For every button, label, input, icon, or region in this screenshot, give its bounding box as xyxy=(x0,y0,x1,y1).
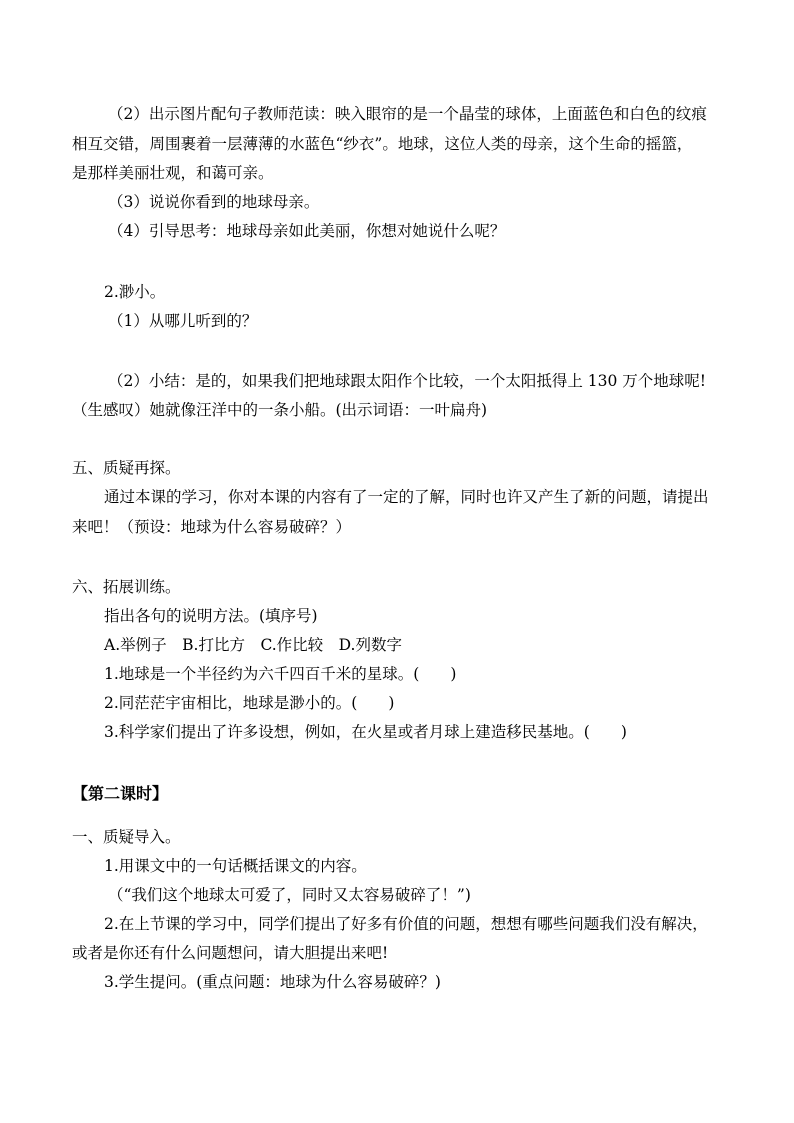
paragraph-line: （2）小结：是的，如果我们把地球跟太阳作个比较，一个太阳抵得上 130 万个地球呢! xyxy=(108,372,707,390)
exercise-item: 3.科学家们提出了许多设想，例如，在火星或者月球上建造移民基地。( ) xyxy=(104,723,627,741)
paragraph-line: （4）引导思考：地球母亲如此美丽，你想对她说什么呢？ xyxy=(108,222,506,240)
exercise-item: 1.地球是一个半径约为六千四百千米的星球。( ) xyxy=(104,665,457,683)
section-heading: 五、质疑再探。 xyxy=(72,459,181,477)
paragraph-line: （2）出示图片配句子教师范读：映入眼帘的是一个晶莹的球体，上面蓝色和白色的纹痕 xyxy=(108,105,707,123)
section-heading: 六、拓展训练。 xyxy=(72,578,181,596)
paragraph-line: 来吧！（预设：地球为什么容易破碎？） xyxy=(72,518,352,536)
subsection-heading: 2.渺小。 xyxy=(104,283,166,301)
options-line: A.举例子 B.打比方 C.作比较 D.列数字 xyxy=(104,636,402,654)
paragraph-line: 1.用课文中的一句话概括课文的内容。 xyxy=(104,857,367,875)
paragraph-line: 相互交错，周围裹着一层薄薄的水蓝色“纱衣”。地球，这位人类的母亲，这个生命的摇篮， xyxy=(72,135,693,153)
paragraph-line: 2.在上节课的学习中，同学们提出了好多有价值的问题，想想有哪些问题我们没有解决， xyxy=(104,915,708,933)
paragraph-line: （“我们这个地球太可爱了，同时又太容易破碎了！”) xyxy=(108,886,471,904)
paragraph-line: （3）说说你看到的地球母亲。 xyxy=(108,193,320,211)
paragraph-line: 通过本课的学习，你对本课的内容有了一定的了解，同时也许又产生了新的问题，请提出 xyxy=(104,488,709,506)
paragraph-line: （1）从哪儿听到的？ xyxy=(108,312,258,330)
paragraph-line: （生感叹）她就像汪洋中的一条小船。(出示词语：一叶扁舟) xyxy=(72,401,488,419)
section-heading: 一、质疑导入。 xyxy=(72,828,181,846)
paragraph-line: 或者是你还有什么问题想问，请大胆提出来吧! xyxy=(72,944,389,962)
paragraph-line: 指出各句的说明方法。(填序号) xyxy=(104,607,318,625)
paragraph-line: 是那样美丽壮观，和蔼可亲。 xyxy=(72,164,274,182)
lesson-heading: 【第二课时】 xyxy=(72,784,169,803)
exercise-item: 2.同茫茫宇宙相比，地球是渺小的。( ) xyxy=(104,694,395,712)
paragraph-line: 3.学生提问。(重点问题：地球为什么容易破碎？) xyxy=(104,973,441,991)
